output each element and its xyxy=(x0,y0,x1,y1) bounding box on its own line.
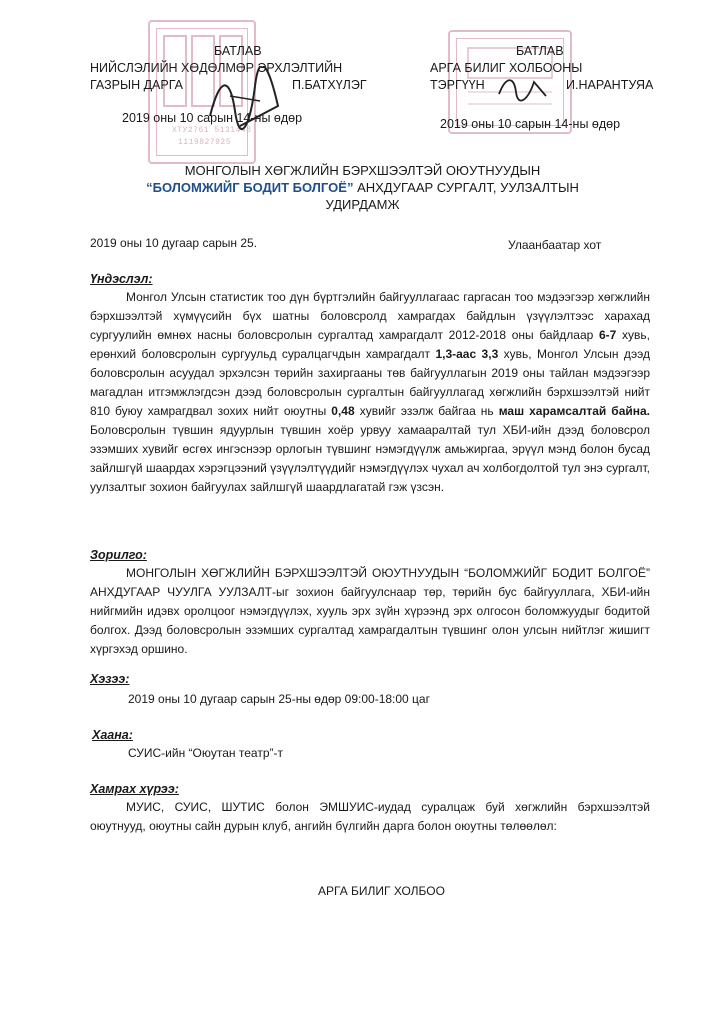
approve-right-batlav: БАТЛАВ xyxy=(516,44,564,58)
scope-heading: Хамрах хүрээ: xyxy=(90,782,179,796)
basis-text-5: Боловсролын түвшин ядуурлын түвшин хоёр урвуу хамааралтай тул ХБИ-ийн дээд боловсрол эзэмших хувийг өсгөх ингэснээр орлогын түвшинг нэмэгдүүлж амьжиргаа, эрүүл мэнд болон бусад зайлшгүй шаардах хэрэгцээний үзүүлэлтүүдийг нэмэгдүүлэх чухал ач холбогдолтой тул энэ сургалт, уулзалтыг зохион байгуулах зайлшгүй шаардлагатай гэж үзсэн. xyxy=(90,423,650,494)
basis-bold-4: маш харамсалтай байна. xyxy=(498,404,650,418)
title-line1: МОНГОЛЫН ХӨГЖЛИЙН БЭРХШЭЭЛТЭЙ ОЮУТНУУДЫН xyxy=(184,163,541,178)
where-heading: Хаана: xyxy=(92,728,133,742)
basis-text-4: хувийг эзэлж байгаа нь xyxy=(359,404,494,418)
approve-left-date: 2019 оны 10 сарын 14-ны өдөр xyxy=(122,111,303,125)
approve-left-title: ГАЗРЫН ДАРГА xyxy=(90,78,183,92)
organization-footer: АРГА БИЛИГ ХОЛБОО xyxy=(318,884,445,898)
basis-bold-1: 6-7 xyxy=(599,328,617,342)
scope-paragraph: МУИС, СУИС, ШУТИС болон ЭМШУИС-иудад суралцаж буй хөгжлийн бэрхшээлтэй оюутнууд, оюутны сайн дурын клуб, ангийн бүлгийн дарга болон оюутны төлөөлөл: xyxy=(90,800,650,833)
where-text: СУИС-ийн “Оюутан театр”-т xyxy=(128,746,283,760)
signature-left xyxy=(200,66,290,136)
approve-left-line1: НИЙСЛЭЛИЙН ХӨДӨЛМӨР ЭРХЛЭЛТИЙН xyxy=(90,61,343,75)
document-date: 2019 оны 10 дугаар сарын 25. xyxy=(90,236,258,250)
approve-right-title: ТЭРГҮҮН xyxy=(430,78,485,92)
basis-heading: Үндэслэл: xyxy=(90,272,153,286)
approve-right-name: И.НАРАНТУЯА xyxy=(566,78,654,92)
approve-right-date: 2019 оны 10 сарын 14-ны өдөр xyxy=(440,117,621,131)
approve-left-name: П.БАТХҮЛЭГ xyxy=(292,78,367,92)
basis-text-2: хувь, ерөнхий боловсролын сургуульд суралцагчдын хамрагдалт xyxy=(90,328,650,361)
basis-text-3: хувь, Монгол Улсын дээд боловсролын асуудал эрхэлсэн төрийн захиргааны төв байгууллагын 2019 оны тайлан мэдээгээр магадлан итгэмжлэгдсэн дээд боловсролын сургалтын байгууллагад хөгжлийн бэрхшээлтэй нийт 810 буюу хамрагдвал зохих нийт оюутны xyxy=(90,347,650,418)
stamp-left-code1: ХТУ2761 5131448 xyxy=(172,126,252,135)
stamp-left-code2: 1119827925 xyxy=(178,138,232,147)
goal-paragraph: МОНГОЛЫН ХӨГЖЛИЙН БЭРХШЭЭЛТЭЙ ОЮУТНУУДЫН “БОЛОМЖИЙГ БОДИТ БОЛГОЁ” АНХДУГААР ЧУУЛГА УУЛЗАЛТ-ыг зохион байгуулснаар төр, төрийн бус байгууллага, ХБИ-ийн нийгмийн идэвх оролцоог нэмэгдүүлэх, хууль эрх зүйн хүрээнд эрх олгосон боломжуудыг бодитой болгох. Дээд боловсролын эзэмших сургалтад хамрагдалтын түвшинг олон улсын нийтлэг жишигт хүргэхэд оршино. xyxy=(90,566,650,656)
title-line2-rest: АНХДУГААР СУРГАЛТ, УУЛЗАЛТЫН xyxy=(353,180,579,195)
approve-right-line1: АРГА БИЛИГ ХОЛБООНЫ xyxy=(430,61,583,75)
basis-bold-2: 1,3-аас 3,3 xyxy=(435,347,499,361)
when-heading: Хэзээ: xyxy=(90,672,130,686)
title-event-name: “БОЛОМЖИЙГ БОДИТ БОЛГОЁ” xyxy=(146,180,354,195)
basis-bold-3: 0,48 xyxy=(331,404,355,418)
title-line3: УДИРДАМЖ xyxy=(325,197,400,212)
basis-text-1: Монгол Улсын статистик тоо дүн бүртгэлийн байгууллагаас гаргасан тоо мэдээгээр хөгжлийн бэрхшээлтэй хүмүүсийн бүх шатны боловсролд хамрагдах байдлын үзүүлэлтээс харахад сургуулийн өмнөх насны боловсролын сургалтад хамрагдалт 2012-2018 оны байдлаар xyxy=(90,290,650,342)
document-place: Улаанбаатар хот xyxy=(508,238,602,252)
approve-left-batlav: БАТЛАВ xyxy=(214,44,262,58)
signature-right xyxy=(494,74,554,104)
basis-paragraph xyxy=(90,288,650,497)
when-text: 2019 оны 10 дугаар сарын 25-ны өдөр 09:00-18:00 цаг xyxy=(128,692,430,706)
title-line2 xyxy=(60,179,665,196)
goal-heading: Зорилго: xyxy=(90,548,147,562)
document-title xyxy=(60,162,665,213)
